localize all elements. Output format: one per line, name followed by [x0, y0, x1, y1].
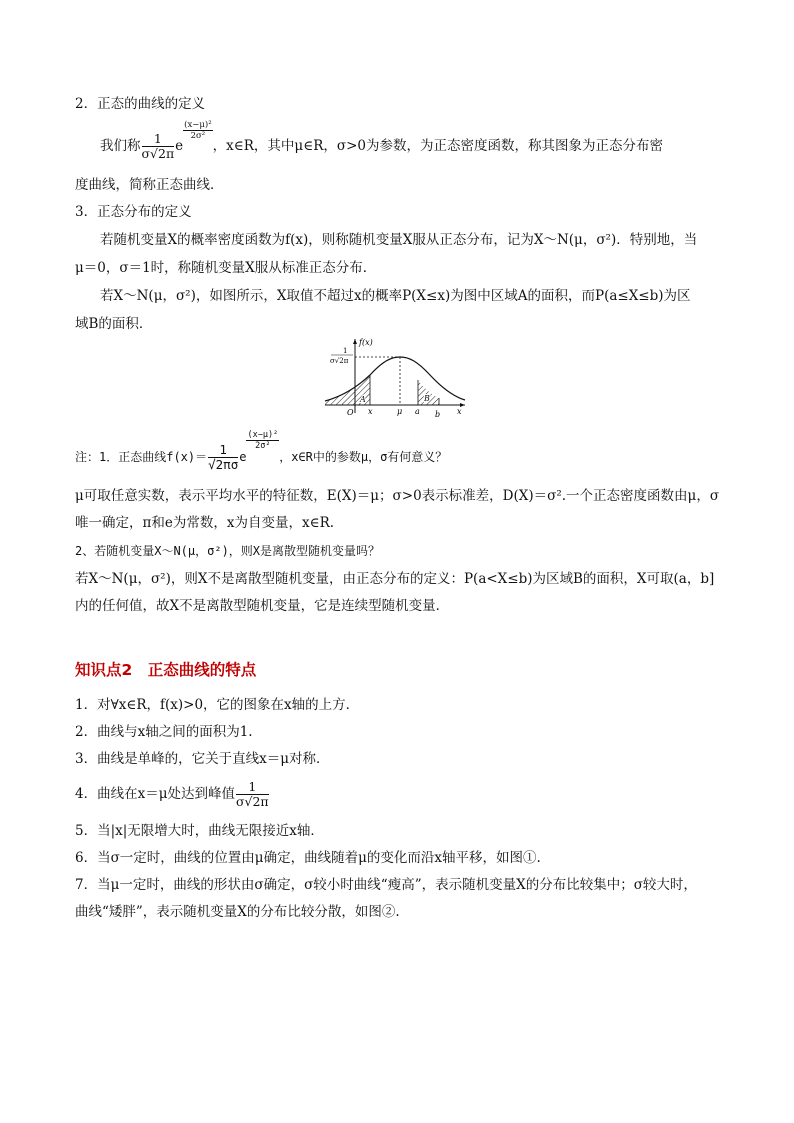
peak-value-fraction [236, 780, 269, 809]
note1-pre: 注：1．正态曲线f(x)＝ [75, 450, 208, 464]
mu-tick-label: μ [397, 407, 403, 416]
note-1 [75, 430, 448, 478]
note1-euler-e: e [239, 450, 247, 464]
answer-2-line-1: 若X～N(μ，σ²)，则X不是离散型随机变量，由正态分布的定义：P(a<X≤b)为区域B的面积，X可取(a，b] [75, 571, 715, 587]
knowledge-point-2-title: 知识点2 正态曲线的特点 [75, 661, 257, 679]
feature-7-line-2: 曲线“矮胖”，表示随机变量X的分布比较分散，如图②. [75, 904, 400, 920]
note1-post: ，x∈R中的参数μ，σ有何意义？ [279, 450, 448, 464]
peak-denominator: σ√2π [330, 357, 349, 365]
s3-para-2: μ＝0，σ＝1时，称随机变量X服从标准正态分布． [75, 260, 377, 276]
feature-1: 1．对∀x∈R，f(x)>0，它的图象在x轴的上方． [75, 697, 360, 713]
density-definition [100, 120, 663, 172]
note-2: 2、若随机变量X～N(μ，σ²)，则X是离散型随机变量吗？ [75, 544, 381, 558]
peak-value-denominator: σ√2π [235, 794, 269, 809]
def-post-2: 度曲线，简称正态曲线． [75, 177, 224, 193]
note1-coef-numerator: 1 [208, 443, 238, 458]
def-pre: 我们称 [100, 138, 141, 154]
peak-numerator: 1 [343, 347, 348, 355]
feature-6: 6．当σ一定时，曲线的位置由μ确定，曲线随着μ的变化而沿x轴平移，如图①. [75, 850, 541, 866]
peak-value-numerator: 1 [236, 780, 269, 795]
feature-2: 2．曲线与x轴之间的面积为1. [75, 724, 253, 740]
density-coefficient [142, 132, 175, 161]
exponent [183, 120, 212, 141]
euler-e: e [175, 138, 184, 154]
coef-numerator: 1 [142, 132, 175, 147]
origin-label: O [347, 408, 354, 417]
y-axis-arrow [353, 339, 357, 344]
feature-4-text: 4．曲线在x＝μ处达到峰值 [75, 786, 235, 802]
answer-1-line-2: 唯一确定，π和e为常数，x为自变量，x∈R. [75, 515, 335, 531]
s3-para-4: 域B的面积． [75, 316, 153, 332]
note1-coefficient [208, 443, 238, 472]
section-3-title: 3．正态分布的定义 [75, 204, 192, 220]
region-b-label: B [424, 394, 430, 403]
answer-2-line-2: 内的任何值，故X不是离散型随机变量，它是连续型随机变量． [75, 598, 450, 614]
answer-1-line-1: μ可取任意实数，表示平均水平的特征数，E(X)＝μ；σ>0表示标准差，D(X)＝σ².一个正态密度函数由μ，σ [75, 488, 720, 504]
def-post: ，x∈R，其中μ∈R，σ>0为参数，为正态密度函数，称其图象为正态分布密 [212, 138, 663, 154]
a-tick-label: a [415, 407, 420, 416]
exponent-numerator: (x−μ)² [184, 120, 212, 130]
feature-7-line-1: 7．当μ一定时，曲线的形状由σ确定，σ较小时曲线“瘦高”，表示随机变量X的分布比较集中；σ较大时， [75, 877, 697, 893]
x-tick-label: x [368, 407, 373, 416]
s3-para-1: 若随机变量X的概率密度函数为f(x)，则称随机变量X服从正态分布，记为X～N(μ，σ²)．特别地，当 [100, 232, 698, 248]
note1-exponent-numerator: (x−μ)² [247, 430, 279, 440]
section-2-title: 2．正态的曲线的定义 [75, 96, 206, 112]
x-axis-label: x [457, 407, 462, 416]
region-a-label: A [360, 395, 366, 404]
note1-exponent-denominator: 2σ² [255, 441, 271, 451]
coef-denominator: σ√2π [141, 146, 175, 161]
s3-para-3: 若X～N(μ，σ²)，如图所示，X取值不超过x的概率P(X≤x)为图中区域A的面积，而P(a≤X≤b)为区 [100, 288, 691, 304]
feature-5: 5．当|x|无限增大时，曲线无限接近x轴． [75, 823, 324, 839]
fx-label: f(x) [359, 338, 373, 347]
note1-coef-denominator: √2πσ [208, 457, 239, 472]
note1-exponent [246, 430, 279, 451]
normal-curve-figure [315, 335, 475, 421]
feature-3: 3．曲线是单峰的，它关于直线x＝μ对称． [75, 751, 330, 767]
feature-4 [75, 776, 270, 814]
b-tick-label: b [435, 410, 441, 419]
exponent-denominator: 2σ² [190, 131, 206, 141]
